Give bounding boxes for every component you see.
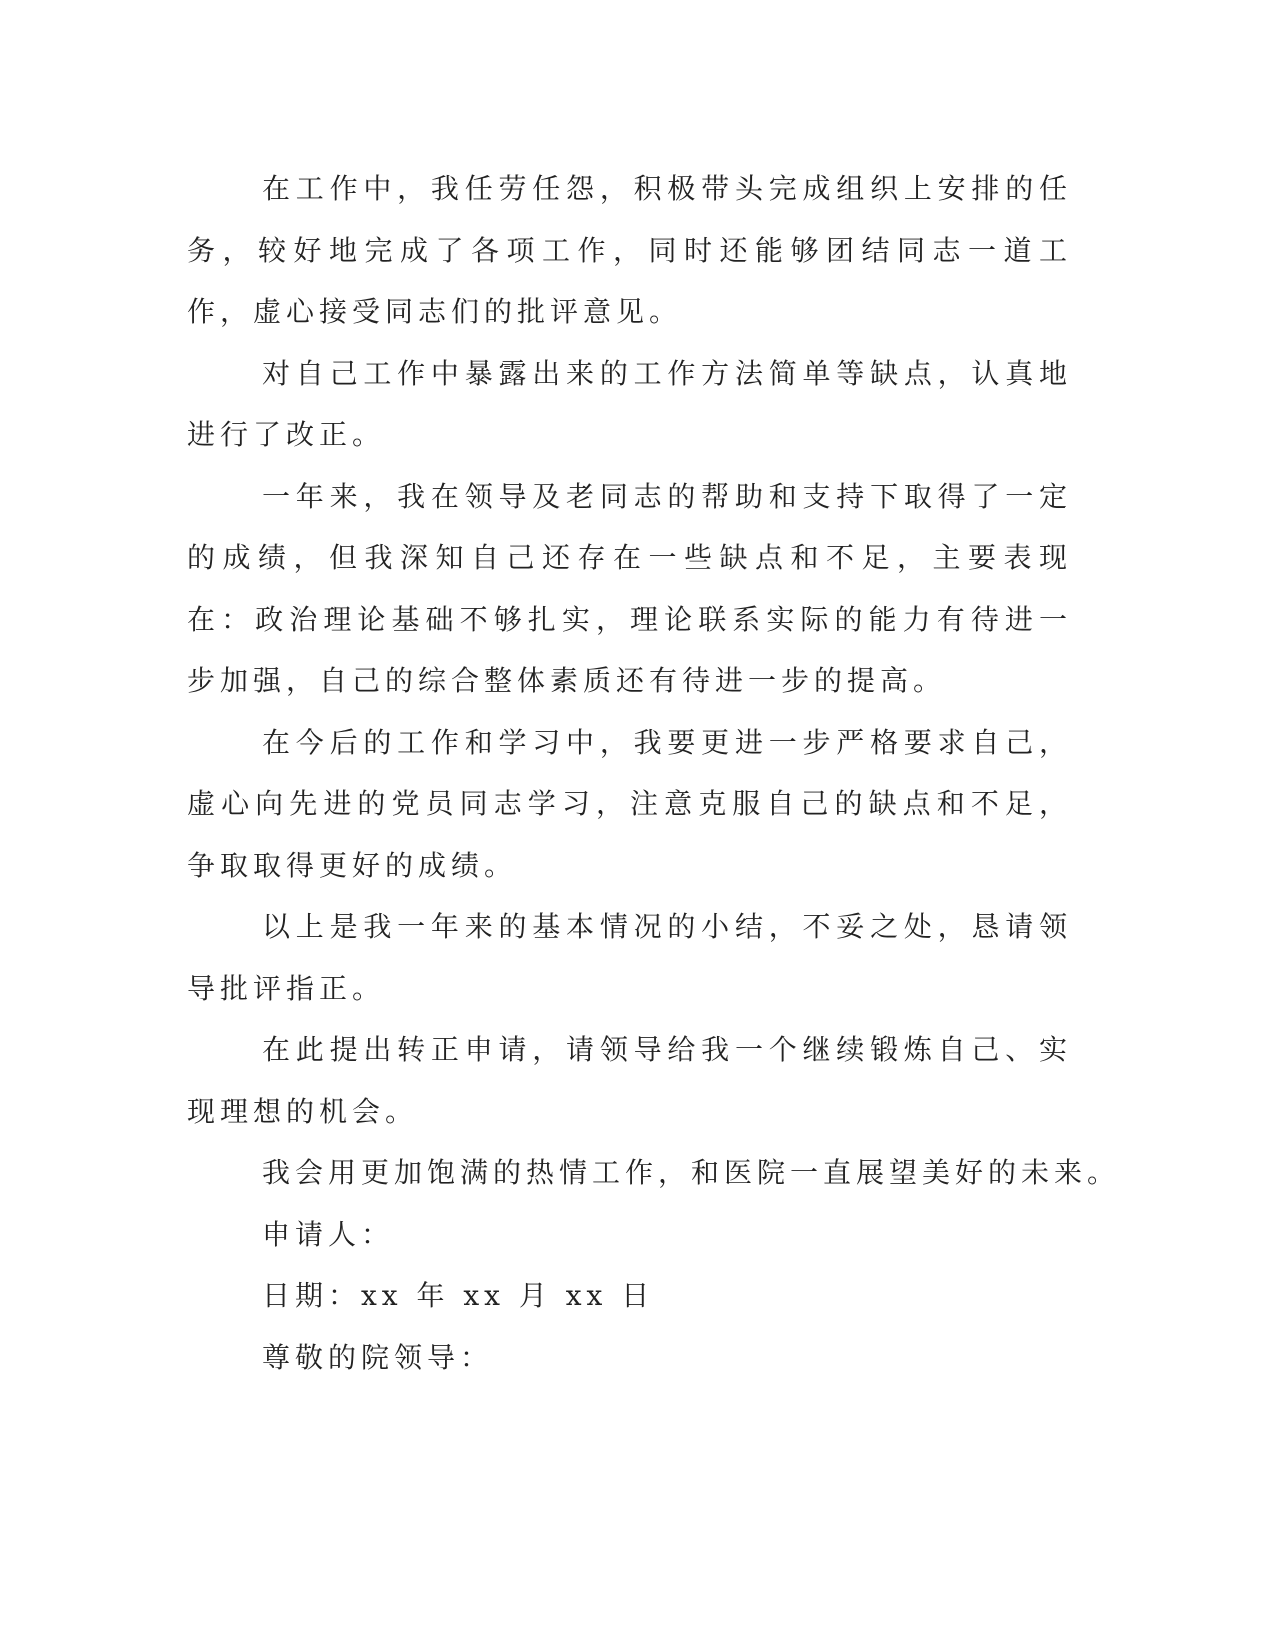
paragraph-work-attitude: 在工作中，我任劳任怨，积极带头完成组织上安排的任务，较好地完成了各项工作，同时还能够团结同志一道工作，虚心接受同志们的批评意见。 (187, 172, 1072, 328)
date-line: 日期：xx 年 xx 月 xx 日 (262, 1279, 655, 1312)
paragraph-shortcomings: 一年来，我在领导及老同志的帮助和支持下取得了一定的成绩，但我深知自己还存在一些缺点和不足，主要表现在：政治理论基础不够扎实，理论联系实际的能力有待进一步加强，自己的综合整体素质还有待进一步的提高。 (187, 479, 1072, 697)
paragraph-future-plans: 在今后的工作和学习中，我要更进一步严格要求自己，虚心向先进的党员同志学习，注意克服自己的缺点和不足，争取取得更好的成绩。 (187, 725, 1072, 882)
paragraph-closing: 我会用更加饱满的热情工作，和医院一直展望美好的未来。 (262, 1156, 1121, 1189)
paragraph-summary: 以上是我一年来的基本情况的小结，不妥之处，恳请领导批评指正。 (187, 910, 1072, 1005)
paragraph-request: 在此提出转正申请，请领导给我一个继续锻炼自己、实现理想的机会。 (187, 1033, 1072, 1128)
applicant-label: 申请人： (262, 1217, 395, 1251)
paragraph-corrections: 对自己工作中暴露出来的工作方法简单等缺点，认真地进行了改正。 (187, 356, 1072, 451)
document-body (187, 158, 1121, 1388)
salutation: 尊敬的院领导： (262, 1340, 494, 1374)
